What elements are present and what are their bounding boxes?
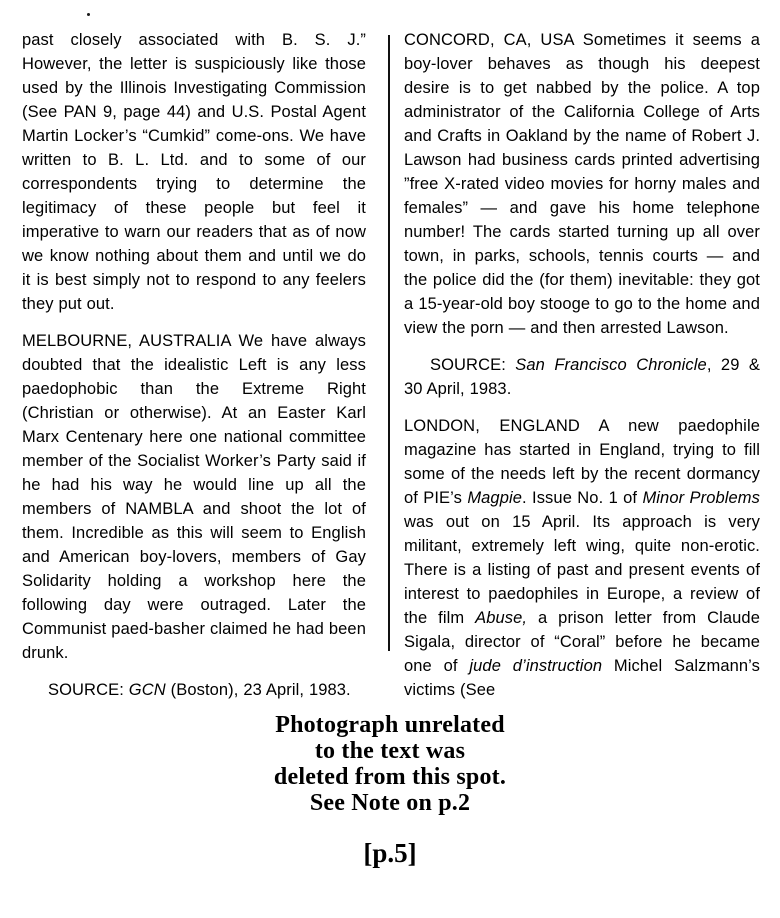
text-run: past closely associated with B. S. J.” However, the letter is suspiciously like those used by the Illinois Investigating Commission (See PAN 9, page 44) and U.S. Postal Agent Martin Locker’s “Cumkid” come-ons. We have written to B. L. Ltd. and to some of our correspondents trying to determine the legitimacy of these people but feel it imperative to warn our readers that as of now we know nothing about them and until we do it is best simply not to respond to any feelers they put out. <box>22 31 366 313</box>
right-column <box>404 28 760 702</box>
text-run: Michel Salzmann’s victims (See <box>404 657 761 699</box>
text-run: SOURCE: <box>430 356 516 374</box>
paragraph-london-england <box>404 414 760 702</box>
text-run: MELBOURNE, AUSTRALIA We have always doubted that the idealistic Left is any less paedophobic than the Extreme Right (Christian or otherwise). At an Easter Karl Marx Centenary here one national committee member of the Socialist Worker’s Party said if he had his way he would line up all the members of NAMBLA and shoot the lot of them. Incredible as this will seem to English and American boy-lovers, members of Gay Solidarity holding a workshop here the following day were outraged. Later the Communist paed-basher claimed he had been drunk. <box>22 332 366 662</box>
italic-run: Magpie <box>467 489 523 507</box>
text-run: SOURCE: <box>48 681 129 699</box>
text-run: . Issue No. 1 of <box>522 489 643 507</box>
photo-note-line: Photograph unrelated <box>275 712 505 738</box>
scan-speck-icon <box>87 13 90 16</box>
page-number-marker: [p.5] <box>363 838 417 868</box>
paragraph-source-sf-chronicle <box>404 353 760 401</box>
photo-note-line: to the text was <box>314 738 466 764</box>
text-run: , 29 & 30 April, 1983. <box>404 356 760 398</box>
left-column <box>22 28 366 702</box>
paragraph-source-gcn <box>22 678 366 702</box>
text-run: (Boston), 23 April, 1983. <box>165 681 351 699</box>
column-divider <box>388 35 390 651</box>
italic-run: San Francisco Chronicle <box>515 356 707 374</box>
italic-run: GCN <box>128 681 166 699</box>
paragraph-concord-ca-usa <box>404 28 760 340</box>
text-run: a prison letter from Claude Sigala, director of “Coral” before he became one of <box>404 609 760 675</box>
italic-run: Minor Problems <box>642 489 760 507</box>
italic-run: jude d’instruction <box>469 657 603 675</box>
photo-note-line: deleted from this spot. <box>273 764 507 790</box>
italic-run: Abuse, <box>475 609 528 627</box>
text-run: was out on 15 April. Its approach is very militant, extremely left wing, quite non-erotic. There is a listing of past and present events of interest to paedophiles in Europe, a review of the film <box>404 513 760 627</box>
paragraph-continued-bsj <box>22 28 366 316</box>
text-run: LONDON, ENGLAND A new paedophile magazine has started in England, trying to fill some of the needs left by the recent dormancy of PIE’s <box>404 417 760 507</box>
text-run: CONCORD, CA, USA Sometimes it seems a boy-lover behaves as though his deepest desire is to get nabbed by the police. A top administrator of the California College of Arts and Crafts in Oakland by the name of Robert J. Lawson had business cards printed advertising ”free X-rated video movies for horny males and females” — and gave his home telephone number! The cards started turning up all over town, in parks, schools, tennis courts — and the police did the (for them) inevitable: they got a 15-year-old boy stooge to go to the home and view the porn — and then arrested Lawson. <box>404 31 760 337</box>
paragraph-melbourne-australia <box>22 329 366 665</box>
photo-note-line: See Note on p.2 <box>309 790 471 816</box>
photo-removal-note <box>0 712 780 816</box>
